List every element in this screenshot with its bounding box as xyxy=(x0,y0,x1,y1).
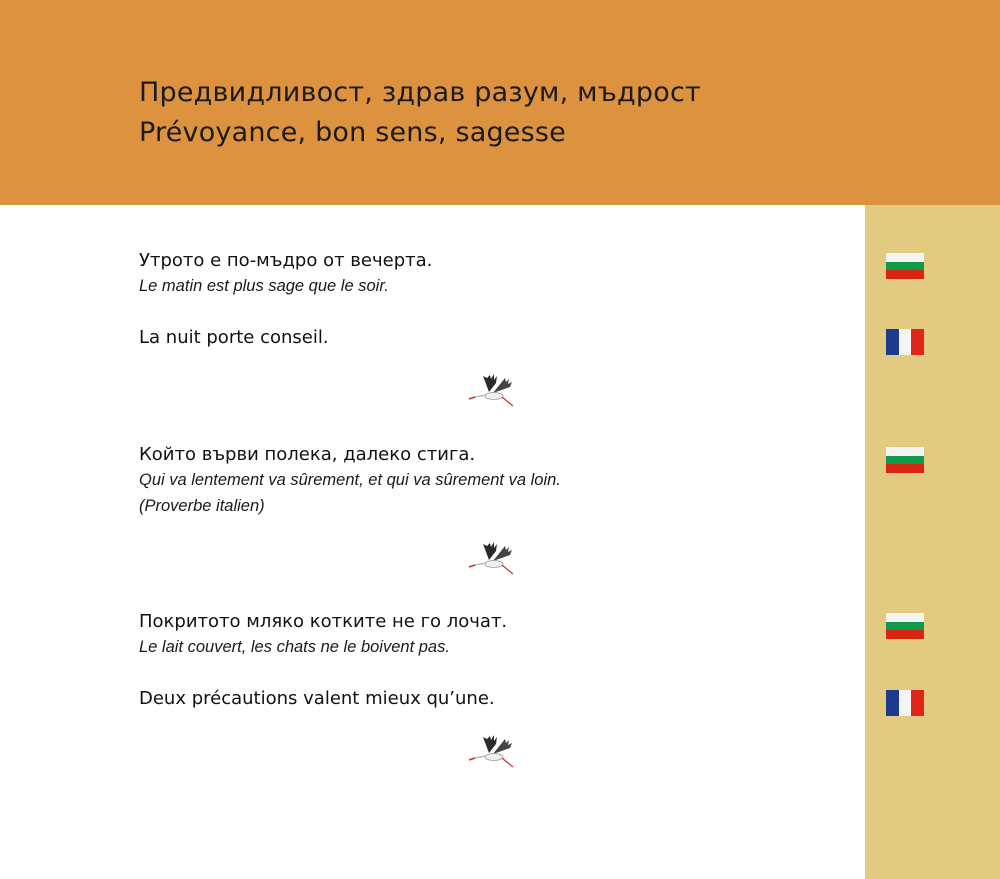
header-banner xyxy=(0,0,1000,205)
bulgarian-flag-icon xyxy=(886,253,924,279)
proverb-2-bulgarian: Който върви полека, далеко стига. xyxy=(139,444,476,465)
french-flag-icon xyxy=(886,329,924,355)
page-title-french: Prévoyance, bon sens, sagesse xyxy=(139,117,566,148)
flag-sidebar xyxy=(865,205,1000,879)
proverb-1-literal-translation: Le matin est plus sage que le soir. xyxy=(139,277,389,295)
proverb-3-french-equivalent: Deux précautions valent mieux qu’une. xyxy=(139,688,495,709)
proverb-3-literal-translation: Le lait couvert, les chats ne le boivent pas. xyxy=(139,638,450,656)
proverb-1-bulgarian: Утрото е по-мъдро от вечерта. xyxy=(139,250,433,271)
bulgarian-flag-icon xyxy=(886,613,924,639)
proverb-2-literal-translation: Qui va lentement va sûrement, et qui va sûrement va loin. xyxy=(139,471,561,489)
proverb-1-french-equivalent: La nuit porte conseil. xyxy=(139,327,329,348)
stork-icon xyxy=(467,733,515,773)
stork-icon xyxy=(467,372,515,412)
french-flag-icon xyxy=(886,690,924,716)
stork-icon xyxy=(467,540,515,580)
proverb-2-note: (Proverbe italien) xyxy=(139,497,265,515)
proverb-3-bulgarian: Покритото мляко котките не го лочат. xyxy=(139,611,508,632)
bulgarian-flag-icon xyxy=(886,447,924,473)
page-title-bulgarian: Предвидливост, здрав разум, мъдрост xyxy=(139,77,701,108)
